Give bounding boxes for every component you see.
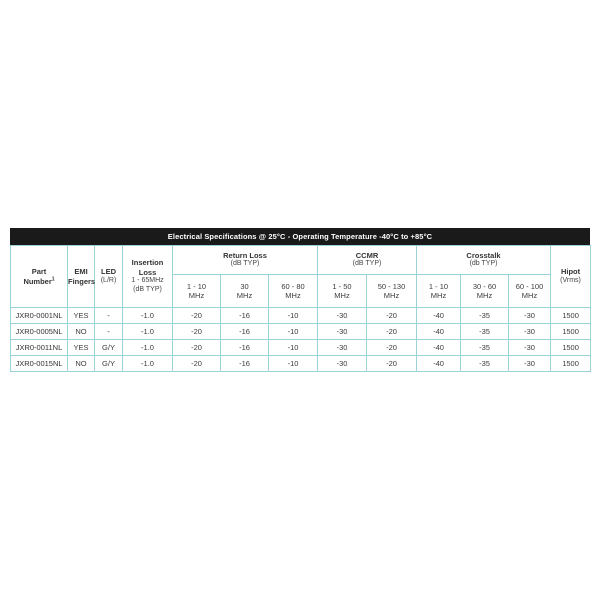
subheader-unit: MHz <box>188 291 205 300</box>
subheader-range: 1 - 10 <box>428 281 449 291</box>
footnote-marker: 1 <box>51 276 55 282</box>
subheader-unit: MHz <box>285 291 301 300</box>
value-cell: - <box>95 308 123 324</box>
part-number-cell: JXR0-0001NL <box>11 308 68 324</box>
table-title-bar: Electrical Specifications @ 25°C - Operating Temperature -40°C to +85°C <box>10 228 590 245</box>
subheader-range: 50 - 130 <box>377 281 406 291</box>
subheader-unit: MHz <box>236 291 253 300</box>
header-led-line2: (L/R) <box>100 276 117 284</box>
value-cell: G/Y <box>95 340 123 356</box>
header-emi-fingers <box>68 246 95 308</box>
part-number-cell: JXR0-0005NL <box>11 324 68 340</box>
value-cell: -10 <box>269 324 318 340</box>
value-cell: -16 <box>221 340 269 356</box>
header-ccmr-unit: (dB TYP) <box>352 260 382 268</box>
header-insertion-line4: (dB TYP) <box>133 285 162 293</box>
header-led <box>95 246 123 308</box>
header-part-line1: Part <box>31 267 47 277</box>
table-row <box>11 308 591 324</box>
subheader-range: 1 - 50 <box>332 281 352 291</box>
value-cell: YES <box>68 308 95 324</box>
value-cell: -20 <box>173 308 221 324</box>
header-hipot-line1: Hipot <box>560 267 581 277</box>
header-insertion-line3: 1 - 65MHz <box>131 277 164 285</box>
value-cell: -30 <box>318 308 367 324</box>
value-cell: 1500 <box>551 340 591 356</box>
part-number-cell: JXR0-0011NL <box>11 340 68 356</box>
value-cell: -20 <box>367 324 417 340</box>
subheader-return-loss-1-10 <box>173 275 221 308</box>
header-led-line1: LED <box>101 267 116 277</box>
value-cell: 1500 <box>551 324 591 340</box>
subheader-range: 30 - 60 <box>472 281 497 291</box>
value-cell: G/Y <box>95 356 123 372</box>
table-row <box>11 340 591 356</box>
subheader-unit: MHz <box>383 291 400 300</box>
value-cell: - <box>95 324 123 340</box>
subheader-ccmr-50-130 <box>367 275 417 308</box>
header-return-loss-unit: (dB TYP) <box>230 260 260 268</box>
value-cell: -20 <box>173 340 221 356</box>
value-cell: -40 <box>417 356 461 372</box>
value-cell: -30 <box>509 340 551 356</box>
electrical-specifications-table <box>10 228 590 372</box>
subheader-unit: MHz <box>430 291 447 300</box>
value-cell: NO <box>68 356 95 372</box>
value-cell: -20 <box>173 356 221 372</box>
value-cell: -35 <box>461 308 509 324</box>
value-cell: 1500 <box>551 356 591 372</box>
header-hipot <box>551 246 591 308</box>
header-insertion-line1: Insertion <box>131 258 164 268</box>
value-cell: -1.0 <box>123 324 173 340</box>
subheader-unit: MHz <box>521 291 538 300</box>
value-cell: NO <box>68 324 95 340</box>
subheader-crosstalk-1-10 <box>417 275 461 308</box>
subheader-ccmr-1-50 <box>318 275 367 308</box>
value-cell: -10 <box>269 308 318 324</box>
value-cell: -30 <box>509 356 551 372</box>
header-ccmr-name: CCMR <box>355 250 379 260</box>
value-cell: YES <box>68 340 95 356</box>
header-return-loss-name: Return Loss <box>223 250 267 260</box>
subheader-crosstalk-30-60 <box>461 275 509 308</box>
header-group-row <box>11 246 591 275</box>
value-cell: -10 <box>269 356 318 372</box>
value-cell: -40 <box>417 324 461 340</box>
value-cell: -30 <box>318 340 367 356</box>
subheader-range: 60 - 80 <box>281 281 305 291</box>
value-cell: -20 <box>173 324 221 340</box>
header-insertion-loss <box>123 246 173 308</box>
subheader-range: 60 - 100 <box>515 281 544 291</box>
value-cell: -20 <box>367 340 417 356</box>
value-cell: -35 <box>461 324 509 340</box>
subheader-return-loss-30 <box>221 275 269 308</box>
header-crosstalk-unit: (db TYP) <box>469 260 498 268</box>
part-number-cell: JXR0-0015NL <box>11 356 68 372</box>
value-cell: -1.0 <box>123 340 173 356</box>
value-cell: -16 <box>221 356 269 372</box>
subheader-return-loss-60-80 <box>269 275 318 308</box>
table-row <box>11 356 591 372</box>
header-part-number-label: Number <box>23 276 52 286</box>
table-row <box>11 324 591 340</box>
value-cell: -10 <box>269 340 318 356</box>
header-emi-line2: Fingers <box>68 276 96 286</box>
subheader-range: 1 - 10 <box>186 281 207 291</box>
value-cell: -1.0 <box>123 356 173 372</box>
header-crosstalk-group <box>417 246 551 275</box>
header-ccmr-group <box>318 246 417 275</box>
header-crosstalk-name: Crosstalk <box>466 250 501 260</box>
spec-table <box>10 245 591 372</box>
value-cell: -1.0 <box>123 308 173 324</box>
value-cell: -20 <box>367 356 417 372</box>
header-hipot-line2: (Vrms) <box>560 276 581 284</box>
value-cell: -40 <box>417 308 461 324</box>
subheader-unit: MHz <box>334 291 350 300</box>
subheader-range: 30 <box>240 281 249 291</box>
subheader-crosstalk-60-100 <box>509 275 551 308</box>
value-cell: -30 <box>509 308 551 324</box>
header-emi-line1: EMI <box>74 267 88 277</box>
header-return-loss-group <box>173 246 318 275</box>
subheader-unit: MHz <box>476 291 493 300</box>
value-cell: -30 <box>318 356 367 372</box>
header-part-line2 <box>11 277 67 286</box>
value-cell: -30 <box>318 324 367 340</box>
value-cell: -35 <box>461 340 509 356</box>
value-cell: -16 <box>221 324 269 340</box>
value-cell: -16 <box>221 308 269 324</box>
header-part-number <box>11 246 68 308</box>
value-cell: 1500 <box>551 308 591 324</box>
value-cell: -35 <box>461 356 509 372</box>
value-cell: -40 <box>417 340 461 356</box>
header-insertion-line2: Loss <box>138 267 157 277</box>
value-cell: -30 <box>509 324 551 340</box>
value-cell: -20 <box>367 308 417 324</box>
